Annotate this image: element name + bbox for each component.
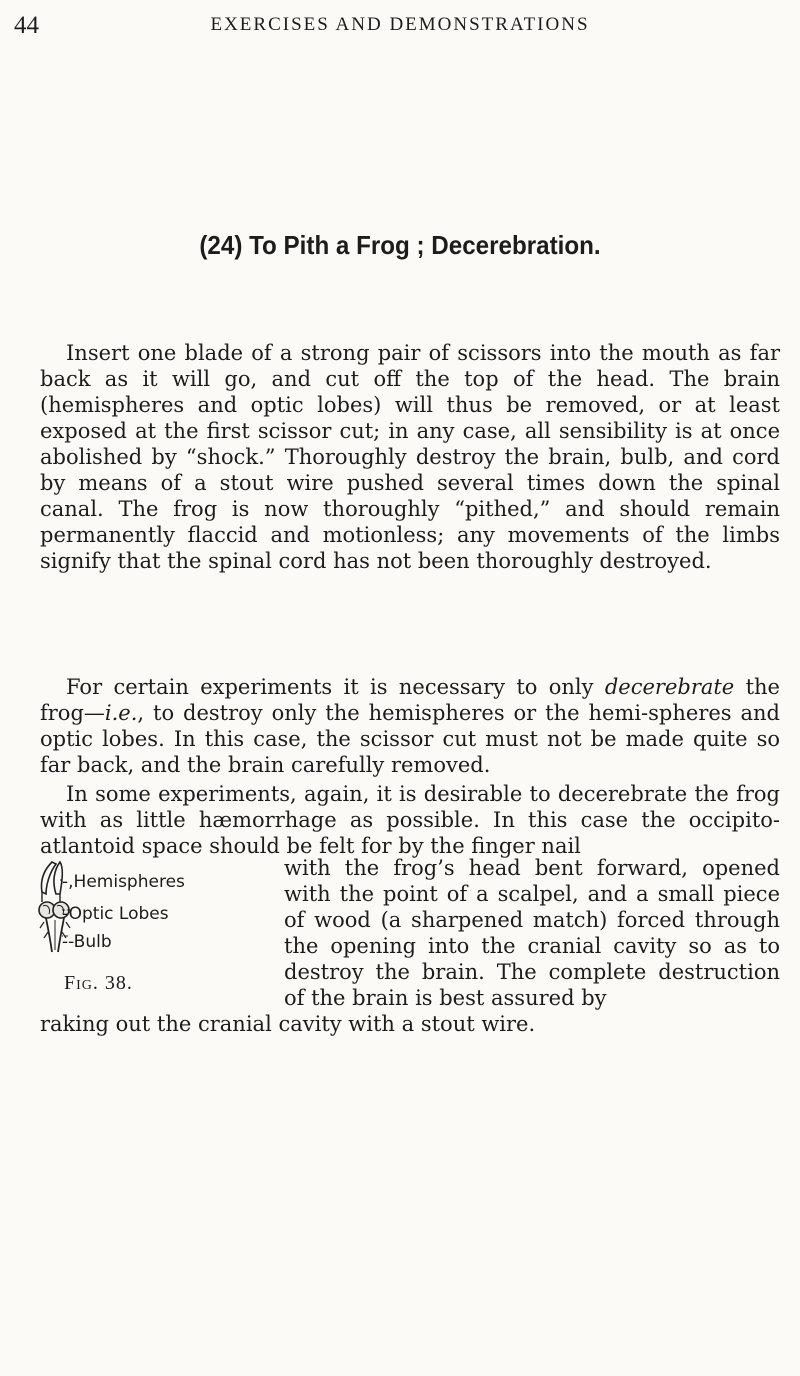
figure-label-hemispheres: -,Hemispheres (62, 872, 185, 892)
p2-text-start: For certain experiments it is necessary to only (66, 675, 605, 699)
p2-italic-term: decerebrate (604, 675, 735, 699)
paragraph-haemorrhage-top: In some experiments, again, it is desirable to decerebrate the frog with as little hæmorrhage as possible. In this case the occipito-atlantoid space should be felt for by the finger nail (40, 782, 780, 858)
p2-text-end: , to destroy only the hemispheres or the hemi-spheres and optic lobes. In this case, the scissor cut must not be made quite so far back, and the brain carefully removed. (40, 701, 780, 777)
label-optic-lobes-text: Optic Lobes (68, 904, 169, 924)
paragraph-decerebrate (40, 674, 780, 778)
p2-ie: i.e. (104, 701, 138, 725)
page-number: 44 (14, 12, 39, 39)
page-header (14, 8, 786, 44)
running-head: EXERCISES AND DEMONSTRATIONS (210, 14, 590, 35)
p2-text-middle: the frog— (40, 675, 780, 725)
figure-label-bulb: --Bulb (62, 932, 112, 952)
paragraph-pithing: Insert one blade of a strong pair of scissors into the mouth as far back as it will go, and cut off the top of the head. The brain (hemispheres and optic lobes) will thus be removed, or at least exposed at the first scissor cut; in any case, all sensibility is at once abolished by “shock.” Thoroughly destroy the brain, bulb, and cord by means of a stout wire pushed several times down the spinal canal. The frog is now thoroughly “pithed,” and should remain permanently flaccid and motionless; any movements of the limbs signify that the spinal cord has not been thoroughly destroyed. (40, 341, 780, 573)
section-title: (24) To Pith a Frog ; Decerebration. (199, 230, 601, 260)
figure-label-optic-lobes: -Optic Lobes (62, 904, 169, 924)
figure-caption: Fig. 38. (64, 972, 133, 994)
paragraph-haemorrhage-end: raking out the cranial cavity with a stout wire. (40, 1012, 536, 1036)
label-bulb-text: Bulb (73, 932, 112, 952)
label-hemispheres-text: Hemispheres (73, 872, 185, 892)
paragraph-haemorrhage-wrap: with the frog’s head bent forward, opened with the point of a scalpel, and a small piece of wood (a sharpened match) forced through the opening into the cranial cavity so as to destroy the brain. The complete destruction of the brain is best assured by (284, 856, 780, 1010)
